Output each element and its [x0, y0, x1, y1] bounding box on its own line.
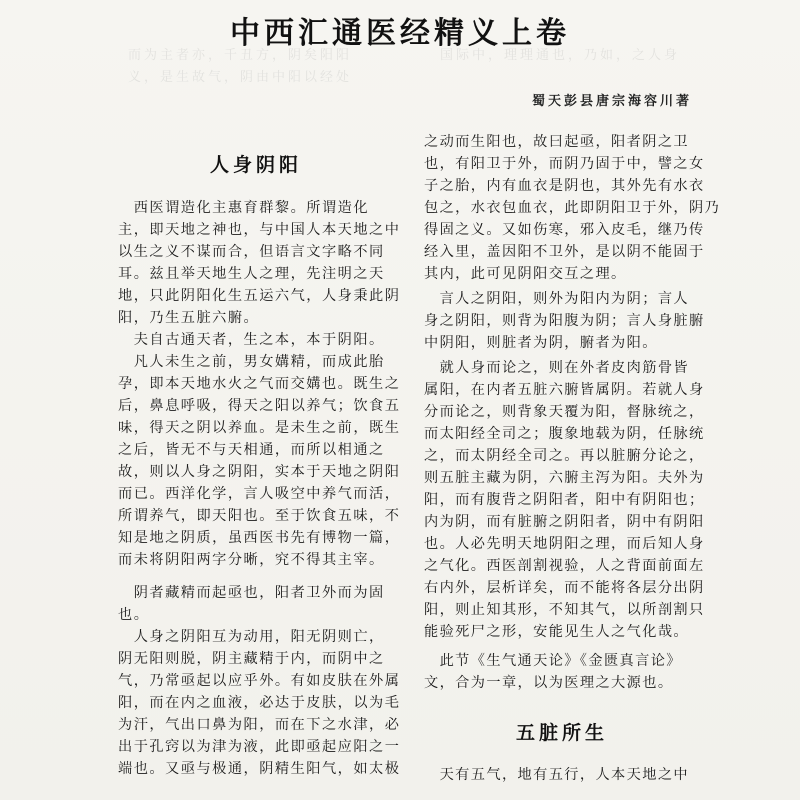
- text-line: 人身之阴阳互为动用，阳无阴则亡，: [118, 629, 385, 645]
- text-line: 也，有阳卫于外，而阴乃固于中，譬之女: [424, 156, 705, 172]
- text-line: 天有五气，地有五行，人本天地之中: [424, 767, 689, 783]
- text-line: 端也。又亟与极通，阴精生阳气，如太极: [118, 761, 401, 777]
- text-line: 而已。西洋化学，言人吸空中养气而活，: [118, 486, 401, 502]
- text-line: 阳，而有腹背之阴阳者，阳中有阴阳也；: [424, 492, 705, 508]
- text-line: 所谓养气，即天阳也。至于饮食五味，不: [118, 508, 401, 524]
- text-line: 以生之义不谋而合，但语言文字略不同: [118, 244, 385, 260]
- text-line: 分而论之，则背象天覆为阳，督脉统之，: [424, 404, 705, 420]
- text-line: 此节《生气通天论》《金匮真言论》: [424, 653, 682, 669]
- text-line: 后，鼻息呼吸，得天之阳以养气；饮食五: [118, 398, 401, 414]
- text-line: 身之阴阳，则背为阳腹为阴；言人身脏腑: [424, 313, 705, 329]
- section-heading-renshen-yinyang: 人身阴阳: [210, 154, 303, 176]
- text-line: 味，得天之阴以养血。是未生之前，既生: [118, 420, 401, 436]
- text-line: 夫自古通天者，生之本，本于阴阳。: [118, 332, 385, 348]
- text-line: 言人之阴阳，则外为阳内为阴；言人: [424, 291, 689, 307]
- text-line: 中阴阳，则脏者为阴，腑者为阳。: [424, 335, 658, 351]
- text-line: 之后，皆无不与天相通，而所以相通之: [118, 442, 385, 458]
- bleed-through-text: 国际中，理理通也，乃如，之人身: [440, 48, 681, 63]
- text-line: 气，乃常亟起以应乎外。有如皮肤在外属: [118, 673, 401, 689]
- text-line: 阳，则止知其形，不知其气，以所剖割只: [424, 602, 705, 618]
- text-line: 之，而太阴经全司之。再以脏腑分论之，: [424, 448, 705, 464]
- text-line: 内为阴，而有脏腑之阴阳者，阴中有阴阳: [424, 514, 705, 530]
- text-line: 阴无阳则脱，阴主藏精于内，而阴中之: [118, 651, 385, 667]
- page-title: 中西汇通医经精义上卷: [230, 16, 570, 51]
- text-line: 耳。兹且举天地生人之理，先注明之天: [118, 266, 385, 282]
- text-line: 也。: [118, 607, 150, 623]
- text-line: 则五脏主藏为阴，六腑主泻为阳。夫外为: [424, 470, 705, 486]
- text-line: 孕，即本天地水火之气而交媾也。既生之: [118, 376, 401, 392]
- text-line: 之动而生阳也，故曰起亟，阳者阴之卫: [424, 134, 689, 150]
- text-line: 西医谓造化主惠育群黎。所谓造化: [118, 200, 370, 216]
- text-line: 包之，水衣包血衣，此即阴阳卫于外，阴乃: [424, 200, 721, 216]
- section-heading-wuzang-suosheng: 五脏所生: [516, 722, 609, 744]
- text-line: 而太阳经全司之；腹象地载为阴，任脉统: [424, 426, 705, 442]
- text-line: 右内外，层析详矣，而不能将各层分出阴: [424, 580, 705, 596]
- text-line: 属阳，在内者五脏六腑皆属阴。若就人身: [424, 382, 705, 398]
- text-line: 子之胎，内有血衣是阴也，其外先有水衣: [424, 178, 705, 194]
- text-line: 出于孔窍以为津为液，此即亟起应阳之一: [118, 739, 401, 755]
- text-line: 知是地之阴质，虽西医书先有博物一篇，: [118, 530, 401, 546]
- text-line: 之气化。西医剖割视验，人之背面前面左: [424, 558, 705, 574]
- text-line: 为汗，气出口鼻为阳，而在下之水津，必: [118, 717, 401, 733]
- text-line: 而未将阴阳两字分晰，究不得其主宰。: [118, 552, 385, 568]
- bleed-through-text: 而为主者亦，千丑方，阴矣阳阳: [128, 48, 353, 63]
- text-line: 阴者藏精而起亟也，阳者卫外而为固: [118, 585, 385, 601]
- text-line: 文，合为一章，以为医理之大源也。: [424, 675, 674, 691]
- text-line: 就人身而论之，则在外者皮肉筋骨皆: [424, 360, 689, 376]
- text-line: 阳，而在内之血液，必达于皮肤，以为毛: [118, 695, 401, 711]
- text-line: 能验死尸之形，安能见生人之气化哉。: [424, 624, 689, 640]
- author-line: 蜀天彭县唐宗海容川著: [531, 94, 692, 109]
- text-line: 也。人必先明天地阴阳之理，而后知人身: [424, 536, 705, 552]
- text-line: 地，只此阴阳化生五运六气，人身秉此阴: [118, 288, 401, 304]
- text-line: 主，即天地之神也，与中国人本天地之中: [118, 222, 401, 238]
- text-line: 经入里，盖因阳不卫外，是以阴不能固于: [424, 244, 705, 260]
- text-line: 阳，乃生五脏六腑。: [118, 310, 260, 326]
- text-line: 故，则以人身之阴阳，实本于天地之阴阳: [118, 464, 401, 480]
- text-line: 凡人未生之前，男女媾精，而成此胎: [118, 354, 385, 370]
- text-line: 得固之义。又如伤寒，邪入皮毛，继乃传: [424, 222, 705, 238]
- bleed-through-text: 义，是生故气，阴由中阳以经处: [128, 70, 353, 85]
- text-line: 其内，此可见阴阳交互之理。: [424, 266, 627, 282]
